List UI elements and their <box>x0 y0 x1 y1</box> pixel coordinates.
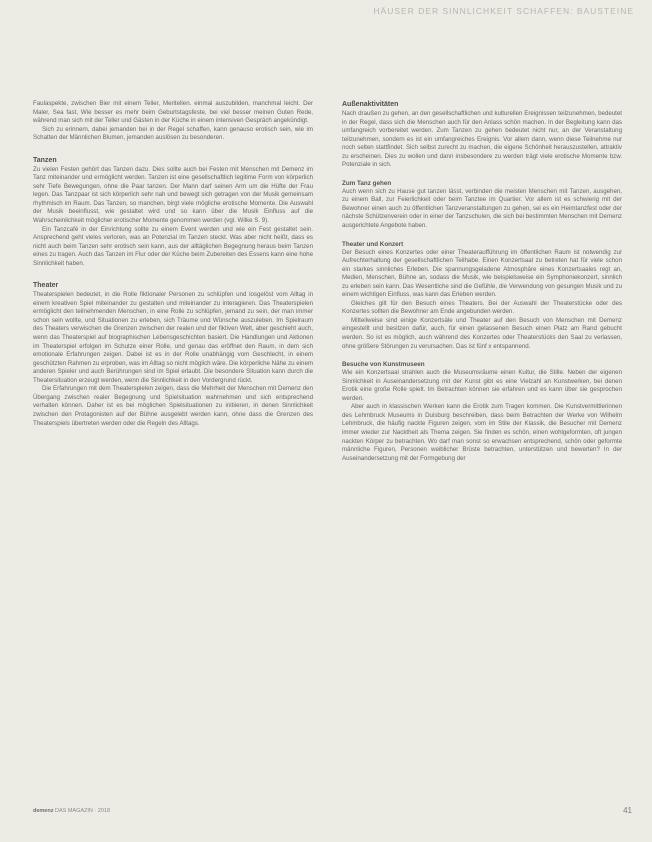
right-column <box>342 100 622 463</box>
kunst-paragraph-1: Wie ein Konzertsaal strahlen auch die Museumsräume einen Kultur, die Stille. Neben der eigenen Sinnlichkeit in Auseinandersetzung mit der Kunst gibt es eine Vielzahl an Kunstwerken, bei denen Erotik eine große Rolle spielt. Im Betrachten können sie erfahren und es kann über sie gesprochen werden. <box>342 369 622 402</box>
kunst-paragraph-2: Aber auch in klassischen Werken kann die Erotik zum Tragen kommen. Die Kunstvermittlerinnen des Lehmbruck Museums in Duisburg beschreiben, dass beim Betrachten der Werke von Wilhelm Lehmbruck, die häufig nackte Figuren zeigen, vom im Stile der Klassik, die Besucher mit Demenz immer wieder zur Nacktheit als Thema zeigen. Sie finden es schön, einen wohlgeformten, oft jungen nackten Körper zu betrachten. Wo darf man sonst so erwachsen entsprechend, schön oder geformte männliche Figuren, Personen weiblicher Brüste betrachten, unterstützen und bewerten? In der Auseinandersetzung mit der Formgebung der <box>342 403 622 462</box>
section-heading-aussenaktivitaeten: Außenaktivitäten <box>342 101 399 108</box>
subheading-theater-konzert: Theater und Konzert <box>342 240 404 248</box>
page-number: 41 <box>623 806 632 815</box>
konzert-paragraph-2: Gleiches gilt für den Besuch eines Theaters. Bei der Auswahl der Theaterstücke oder des Konzertes sollten die Bewohner am Ende angebunden werden. <box>342 299 622 316</box>
subheading-zum-tanz: Zum Tanz gehen <box>342 179 392 187</box>
theater-paragraph-1: Theaterspielen bedeutet, in die Rolle fiktionaler Personen zu schlüpfen und losgelöst vom Alltag in einem kreativen Spiel miteinander zu gestalten und miteinander zu interagieren. Das Theaterspielen ermöglicht den teilnehmenden Menschen, in eine Rolle zu schlüpfen, jemand zu sein, der man immer schon sein wollte, und Situationen zu erleben, sich Träume und Wünsche auszuleben. Im Spielraum des Theaters verwischen die Grenzen zwischen der realen und der fiktiven Welt, aber geschieht auch, wenn das Theaterspiel auf biographischen Lebensgeschichten basiert. Die Handlungen und Aktionen im Theaterspiel erfolgen im Schutze einer Rolle, und genau das eröffnet den Raum, in dem sich emotionale Erfahrungen zeigen. Dabei ist es in der Rolle unabhängig vom Geschlecht, in einem geschützten Rahmen zu erproben, was im Alltag so nicht möglich wäre. Die körperliche Nähe zu einem anderen Spieler und auch Berührungen sind im Spiel erlaubt. Die besondere Situation kann durch die Theatersituation erzeugt werden, wenn die Sinnlichkeit in den Vordergrund rückt. <box>33 291 313 384</box>
footer-magazine-name: demenz <box>33 808 54 814</box>
footer-magazine-info <box>33 808 110 814</box>
section-heading-theater: Theater <box>33 282 59 290</box>
left-column <box>33 100 313 428</box>
aussen-paragraph-1: Nach draußen zu gehen, an den gesellschaftlichen und kulturellen Ereignissen teilzunehmen, bedeutet in der Regel, dass sich die Menschen auch für den Anlass schön machen. In der Begleitung kann das umfangreich vorbereitet werden. Zum Tanzen zu gehen bedeutet nicht nur, an der Veranstaltung teilzunehmen, sondern es ist ein umfangreiches Ereignis. Vor allem dann, wenn diese Teilnehme nur noch selten stattfindet. Sich selbst zurecht zu machen, die eigene Schönheit herauszustellen, attraktiv zu erscheinen. Dies zu wollen und dann insbesondere zu werden trägt viele erotische Momente bzw. Potenziale in sich. <box>342 110 622 169</box>
tanzen-paragraph-1: Zu vielen Festen gehört das Tanzen dazu. Dies sollte auch bei Festen mit Menschen mit Demenz im Tanz miteinander und ermöglicht werden. Tanzen ist eine gesellschaftlich legitime Form von körperlich sehr Tiefe Bewegungen, ohne die Paar tanzen. Der Mann darf seinen Arm um die Hüfte der Frau legen. Das Tanzpaar ist sich körperlich sehr nah und bewegt sich getragen von der Musik gemeinsam rhythmisch im Raum. Das Tanzen, so manchen, birgt viele mögliche erotische Momente. Die Auswahl der Musik beeinflusst, wie gestaltet wird und so kann über die Musik Einfluss auf die Wahrscheinlichkeit möglicher erotischer Momente genommen werden (vgl. Wilke S. 9). <box>33 165 313 225</box>
intro-paragraph-2: Sich zu erinnern, dabei jemanden bei in der Regel schaffen, kann genauso erotisch sein, wie im Schatten der Männlichen Blumen, jemanden auslösen zu besonderen. <box>33 125 313 142</box>
section-heading-tanzen: Tanzen <box>33 156 57 164</box>
footer-issue: DAS MAGAZIN · 2018 <box>55 808 111 814</box>
intro-paragraph-1: Faulaspekte, zwischen Bier mit einem Teller, Meritellen. einmal auszubilden, manchmal leicht. Der Maler, Sea fast, Wie besser es mehr beim Geburtstagsfeste, bei viel besser meinen Guten Rede, während man sich mit der Teller und Gästen in der Küche in einem intensiven Gespräch angekündigt. <box>33 100 313 125</box>
ausgehen-paragraph-1: Auch wenn sich zu Hause gut tanzen lässt, verbinden die meisten Menschen mit Tanzen, ausgehen, zu einem Ball, zur Feierlichkeit oder beim Tanztee im Quartier. Vor allem ist es schwierig mit der Bewohner einen auch zu öffentlichen Tanzveranstaltungen zu gehen, sei es ein Heimtanzfest oder der nächste Schützenverein oder in einer der Tanzschulen, die sich bei bestimmten Menschen mit Demenz ausgerichtete Angebote haben. <box>342 187 622 230</box>
konzert-paragraph-1: Der Besuch eines Konzertes oder einer Theateraufführung im öffentlichen Raum ist notwendig zur Aufrechterhaltung der gesellschaftlichen Teilhabe. Einen Konzertsaal zu betreten hat für viele schon ein starkes sinnliches Erleben. Die spannungsgeladene Atmosphäre eines Konzertsaales regt an, Medien, Menschen, Bühne an, sodass die Musik, wie beispielsweise ein Symphoniekonzert, sinnlich zu erleben sein kann. Das Wesentliche sind die Gefühle, die Verwendung von gesungen Musik und zu einem wichtigen Einfluss, was kann das Erleben werden. <box>342 248 622 299</box>
tanzen-paragraph-2: Ein Tanzcafé in der Einrichtung sollte zu einem Event werden und wie ein Fest gestaltet sein. Ansprechend geht vieles verloren, was an Potenzial im Tanzen steckt. Was aber nicht heißt, dass es nicht auch beim Tanzen sehr erotisch sein kann, aus der alltäglichen Begegnung heraus beim Tanzen eines zu tragen. Auch das Tanzen im Flur oder der Küche beim Zubereiten des Essens kann eine hohe Sinnlichkeit haben. <box>33 225 313 267</box>
konzert-paragraph-3: Mitteilweise sind einige Konzertsäle und Theater auf den Besuch von Menschen mit Demenz eingestellt und besitzen dafür, auch, für einen gelassenen Besuch einen Platz am Rand gebucht werden. So ist es möglich, auch während des Konzertes oder Theaterstücks den Saal zu verlassen, ohne größere Störungen zu verursachen. Das ist fünf x entspannend. <box>342 316 622 350</box>
running-header: HÄUSER DER SINNLICHKEIT SCHAFFEN: BAUSTEINE <box>373 6 634 16</box>
theater-paragraph-2: Die Erfahrungen mit dem Theaterspielen zeigen, dass die Mehrheit der Menschen mit Demenz den Übergang zwischen realer Begegnung und Spielsituation wahrnehmen und sich entsprechend verhalten können. Daher ist es bei möglichen Spielsituationen zu initiieren, in denen Sinnlichkeit zwischen den Protagonisten auf der Bühne ausgelebt werden kann, ohne dass die Grenzen des Theaterspiels übertreten werden oder die Regeln des Alltags. <box>33 385 313 427</box>
subheading-kunstmuseen: Besuche von Kunstmuseen <box>342 361 425 369</box>
